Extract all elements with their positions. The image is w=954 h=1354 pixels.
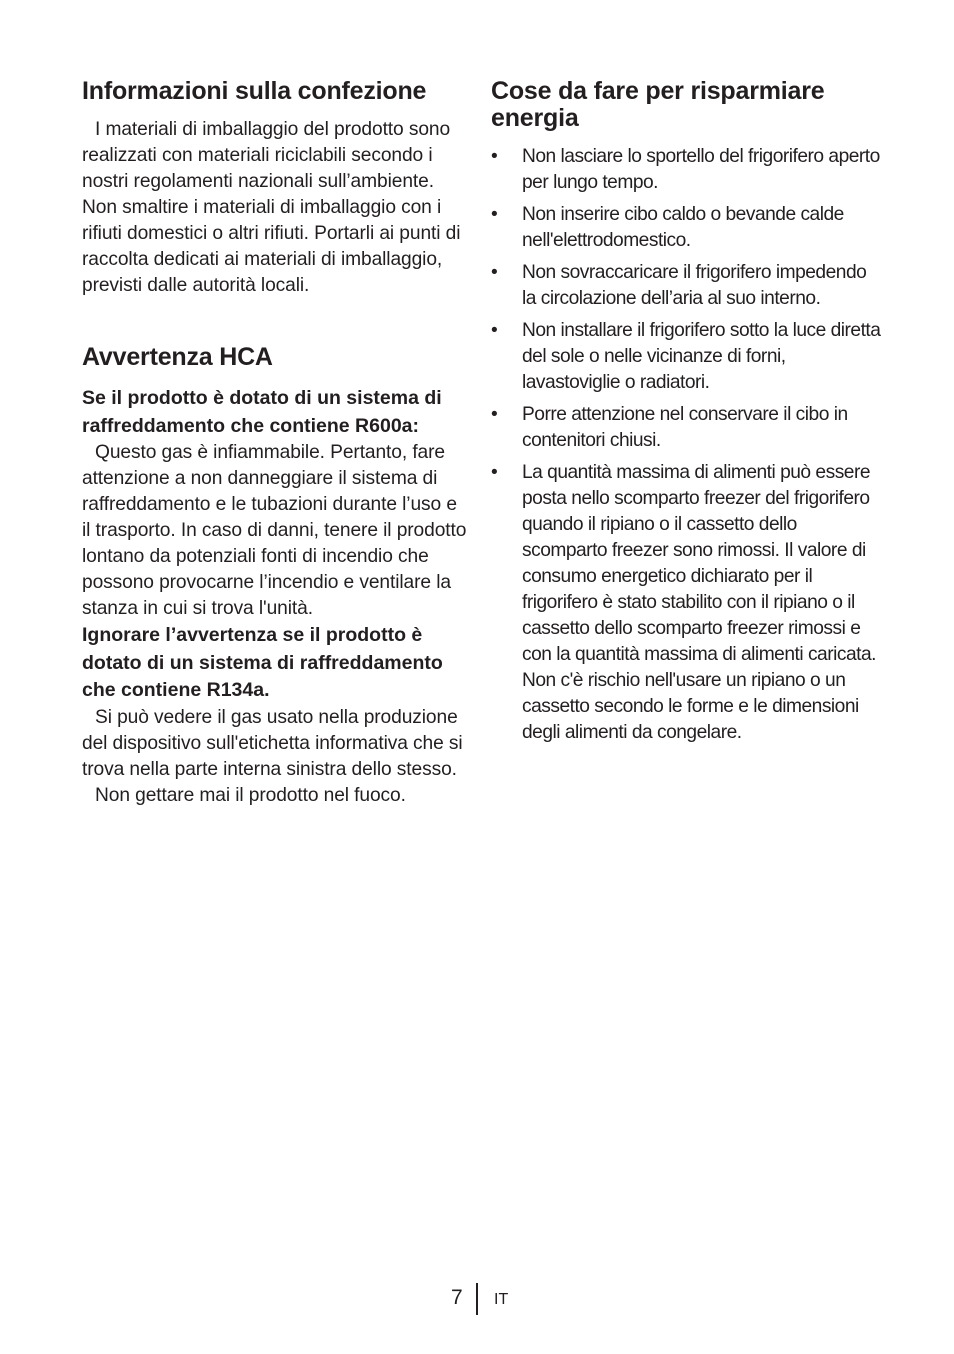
hca-warning-heading: Avvertenza HCA (82, 343, 273, 371)
list-item-text: Non sovraccaricare il frigorifero impedendo la circolazione dell’aria al suo interno. (522, 262, 867, 309)
left-column (82, 78, 467, 809)
bullet-icon: • (491, 320, 498, 341)
bullet-icon: • (491, 462, 498, 483)
list-item (491, 460, 881, 746)
energy-tips-list (491, 144, 881, 746)
page-number: 7 (451, 1286, 463, 1309)
list-item (491, 402, 881, 454)
list-item-text: Porre attenzione nel conservare il cibo in contenitori chiusi. (522, 404, 848, 451)
packaging-heading: Informazioni sulla confezione (82, 77, 427, 105)
energy-saving-heading: Cose da fare per risparmiare energia (491, 77, 825, 132)
page-footer (0, 1283, 954, 1315)
energy-saving-section (491, 78, 881, 746)
bullet-icon: • (491, 262, 498, 283)
list-item-text: Non installare il frigorifero sotto la luce diretta del sole o nelle vicinanze di forni, lavastoviglie o radiatori. (522, 320, 881, 393)
list-item (491, 318, 881, 396)
right-column (491, 78, 881, 752)
packaging-section (82, 78, 467, 299)
list-item-text: Non lasciare lo sportello del frigorifero aperto per lungo tempo. (522, 146, 880, 193)
hca-warning-section (82, 344, 467, 809)
list-item-text: Non inserire cibo caldo o bevande calde nell'elettrodomestico. (522, 204, 844, 251)
language-code: IT (494, 1291, 509, 1308)
gas-label-paragraph: Si può vedere il gas usato nella produzione del dispositivo sull'etichetta informativa che si trova nella parte interna sinistra dello stesso. (82, 706, 463, 780)
list-item (491, 202, 881, 254)
fire-warning-paragraph: Non gettare mai il prodotto nel fuoco. (95, 784, 406, 806)
list-item-text: La quantità massima di alimenti può essere posta nello scomparto freezer del frigorifero quando il ripiano o il cassetto dello scomparto freezer sono rimossi. Il valore di consumo energetico dichiarato per il frigorifero è stato stabilito con il ripiano o il cassetto dello scomparto freezer rimossi e con la quantità massima di alimenti caricata. Non c'è rischio nell'usare un ripiano o un cassetto secondo le forme e le dimensioni degli alimenti da congelare. (522, 462, 876, 743)
bullet-icon: • (491, 204, 498, 225)
packaging-paragraph: I materiali di imballaggio del prodotto sono realizzati con materiali riciclabili secondo i nostri regolamenti nazionali sull’ambiente. Non smaltire i materiali di imballaggio con i rifiuti domestici o altri rifiuti. Portarli ai punti di raccolta dedicati ai materiali di imballaggio, previsti dalle autorità locali. (82, 119, 461, 296)
list-item (491, 260, 881, 312)
r600a-paragraph: Questo gas è infiammabile. Pertanto, fare attenzione a non danneggiare il sistema di raffreddamento e le tubazioni durante l’uso e il trasporto. In caso di danni, tenere il prodotto lontano da potenziali fonti di incendio che possono provocarne l’incendio e ventilare la stanza in cui si trova l'unità. (82, 442, 467, 619)
list-item (491, 144, 881, 196)
footer-divider (476, 1283, 478, 1315)
r600a-subheading: Se il prodotto è dotato di un sistema di raffreddamento che contiene R600a: (82, 387, 442, 437)
bullet-icon: • (491, 404, 498, 425)
bullet-icon: • (491, 146, 498, 167)
section-spacer (82, 299, 467, 344)
r134a-subheading: Ignorare l’avvertenza se il prodotto è dotato di un sistema di raffreddamento che contiene R134a. (82, 624, 443, 701)
